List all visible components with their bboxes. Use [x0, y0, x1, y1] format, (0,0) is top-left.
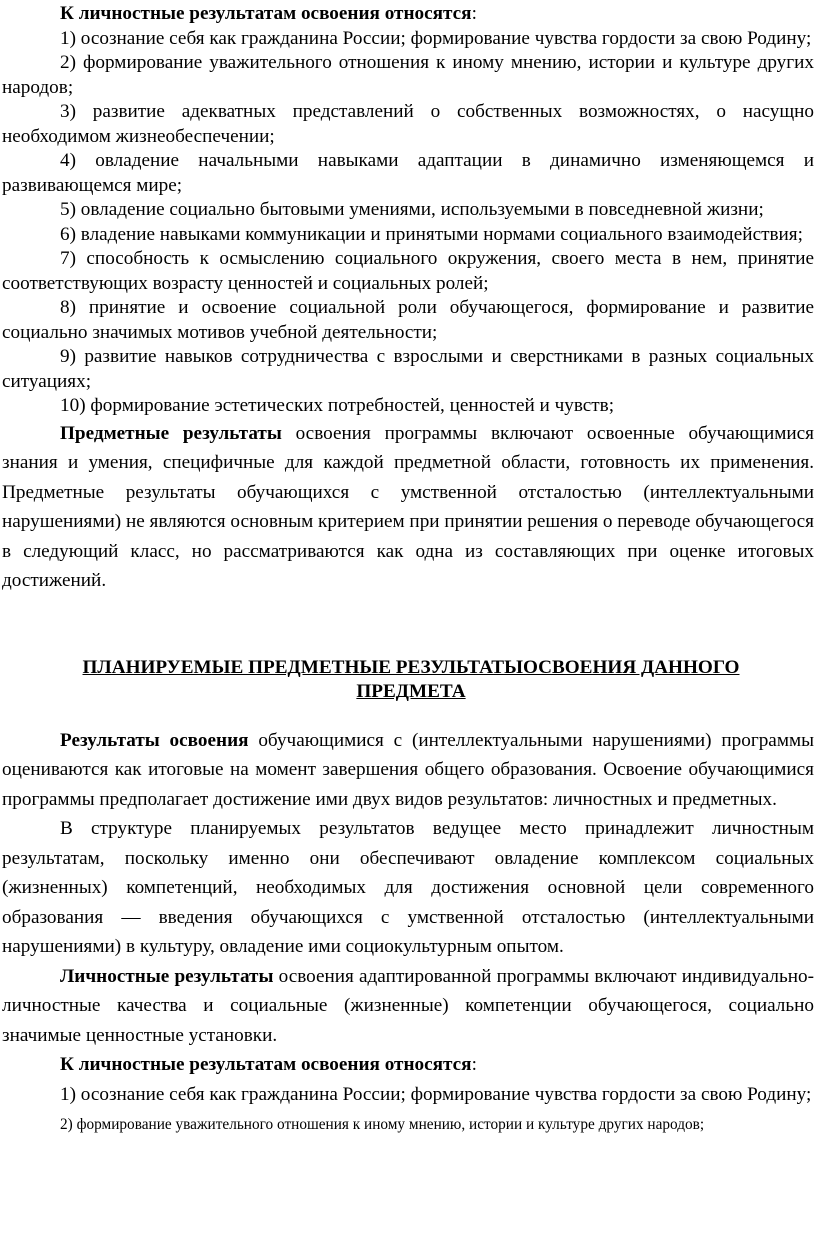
personal-result-item-1: 1) осознание себя как гражданина России; формирование чувства гордости за свою Родину;	[60, 27, 812, 49]
personal-results-intro-2	[2, 1050, 814, 1080]
personal-result-item-7: 7) способность к осмыслению социального окружения, своего места в нем, принятие соответствующих возрасту ценностей и социальных ролей;	[2, 248, 814, 294]
section-heading-line-2: ПРЕДМЕТА	[356, 680, 466, 702]
personal-results-text: освоения адаптированной программы включают индивидуально-личностные качества и социальные (жизненные) компетенции обучающегося, социально значимые ценностные установки.	[2, 965, 814, 1046]
personal-results-intro-colon: :	[471, 3, 477, 24]
personal-result-item-2-repeat: 2) формирование уважительного отношения к иному мнению, истории и культуре других народов;	[60, 1116, 705, 1133]
results-paragraph	[2, 726, 814, 815]
personal-result-item-10: 10) формирование эстетических потребностей, ценностей и чувств;	[60, 395, 615, 416]
subject-results-bold: Предметные результаты	[60, 422, 282, 444]
personal-result-item-9: 9) развитие навыков сотрудничества с взрослыми и сверстниками в разных социальных ситуациях;	[2, 346, 814, 392]
personal-result-item-6: 6) владение навыками коммуникации и принятыми нормами социального взаимодействия;	[60, 223, 803, 245]
personal-results-intro-bold: К личностные результатам освоения относятся	[60, 3, 472, 24]
results-bold: Результаты освоения	[60, 729, 249, 751]
personal-result-item-4: 4) овладение начальными навыками адаптации в динамично изменяющемся и развивающемся мире;	[2, 150, 814, 196]
personal-result-item-8: 8) принятие и освоение социальной роли обучающегося, формирование и развитие социально значимых мотивов учебной деятельности;	[2, 297, 814, 343]
personal-results-intro-2-colon: :	[471, 1054, 477, 1075]
personal-results-intro-2-bold: К личностные результатам освоения относятся	[60, 1054, 472, 1075]
personal-result-item-5: 5) овладение социально бытовыми умениями, используемыми в повседневной жизни;	[60, 199, 764, 220]
section-heading	[2, 656, 814, 704]
results-text: обучающимися с (интеллектуальными нарушениями) программы оцениваются как итоговые на момент завершения общего образования. Освоение обучающимися программы предполагает достижение ими двух видов результатов: личностных и предметных.	[2, 729, 814, 810]
section-heading-line-1: ПЛАНИРУЕМЫЕ ПРЕДМЕТНЫЕ РЕЗУЛЬТАТЫОСВОЕНИЯ ДАННОГО	[82, 656, 740, 678]
personal-result-item-1-repeat: 1) осознание себя как гражданина России; формирование чувства гордости за свою Родину;	[60, 1083, 812, 1105]
subject-results-paragraph	[2, 419, 814, 596]
personal-result-item-3: 3) развитие адекватных представлений о собственных возможностях, о насущно необходимом жизнеобеспечении;	[2, 101, 814, 147]
personal-results-bold: Личностные результаты	[60, 965, 274, 987]
personal-result-item-2: 2) формирование уважительного отношения к иному мнению, истории и культуре других народов;	[2, 52, 814, 98]
subject-results-text: освоения программы включают освоенные обучающимися знания и умения, специфичные для каждой предметной области, готовность их применения. Предметные результаты обучающихся с умственной отсталостью (интеллектуальными нарушениями) не являются основным критерием при принятии решения о переводе обучающегося в следующий класс, но рассматриваются как одна из составляющих при оценке итоговых достижений.	[2, 422, 815, 591]
personal-results-intro	[2, 2, 814, 27]
personal-results-paragraph	[2, 962, 814, 1051]
structure-paragraph: В структуре планируемых результатов ведущее место принадлежит личностным результатам, поскольку именно они обеспечивают овладение комплексом социальных (жизненных) компетенций, необходимых для достижения основной цели современного образования — введения обучающихся с умственной отсталостью (интеллектуальными нарушениями) в культуру, овладение ими социокультурным опытом.	[2, 818, 814, 957]
